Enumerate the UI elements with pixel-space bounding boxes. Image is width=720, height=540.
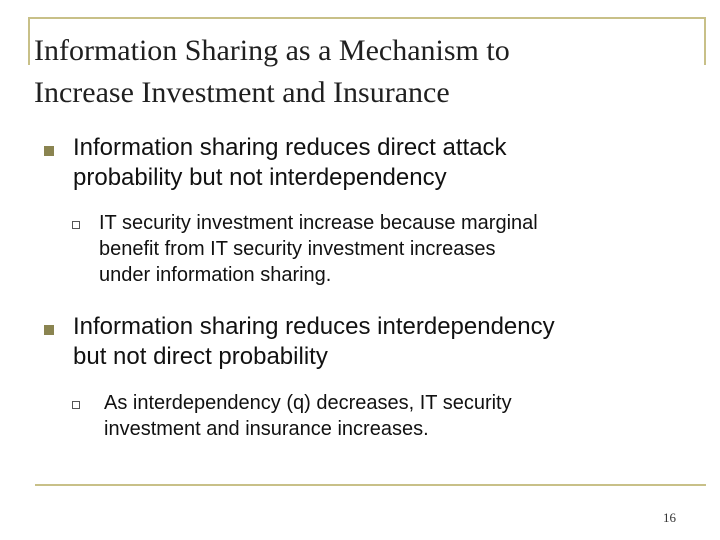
sub-bullet-2-line-2: investment and insurance increases. [104, 418, 429, 440]
sub-bullet-square-icon [72, 401, 80, 409]
slide-title-line-1: Information Sharing as a Mechanism to [34, 34, 510, 67]
bullet-1-line-1: Information sharing reduces direct attack [73, 134, 507, 161]
bullet-1-text [73, 133, 693, 193]
bullet-2-line-1: Information sharing reduces interdependency [73, 313, 555, 340]
footer-rule [35, 484, 706, 486]
bullet-2-line-2: but not direct probability [73, 343, 328, 370]
sub-bullet-1-text [99, 210, 699, 288]
slide-title [34, 30, 684, 114]
sub-bullet-1-line-2: benefit from IT security investment increases [99, 238, 496, 260]
title-frame-top-rule [28, 17, 706, 19]
bullet-square-icon [44, 325, 54, 335]
sub-bullet-1-line-3: under information sharing. [99, 264, 332, 286]
bullet-2-text [73, 312, 703, 372]
sub-bullet-2-text [104, 390, 694, 442]
slide-title-line-2: Increase Investment and Insurance [34, 76, 450, 109]
bullet-square-icon [44, 146, 54, 156]
bullet-1-line-2: probability but not interdependency [73, 164, 447, 191]
title-frame-left-rule [28, 17, 30, 65]
sub-bullet-2-line-1: As interdependency (q) decreases, IT security [104, 392, 512, 414]
page-number: 16 [663, 510, 676, 525]
sub-bullet-square-icon [72, 221, 80, 229]
sub-bullet-1-line-1: IT security investment increase because marginal [99, 212, 538, 234]
title-frame-right-rule [704, 17, 706, 65]
